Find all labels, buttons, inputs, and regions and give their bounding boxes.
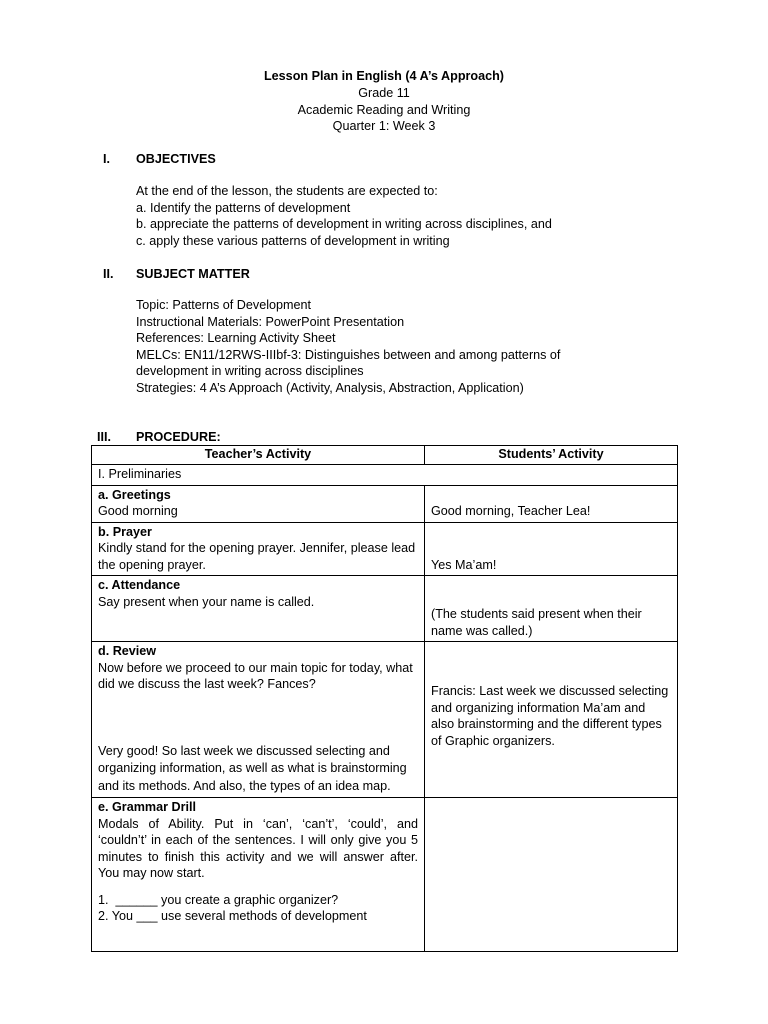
procedure-heading: PROCEDURE:: [136, 430, 221, 444]
review-spacer: [98, 693, 418, 743]
greetings-students-text: Good morning, Teacher Lea!: [431, 504, 591, 518]
prayer-teacher-text: Kindly stand for the opening prayer. Jennifer, please lead the opening prayer.: [98, 541, 416, 572]
prayer-teacher-cell: [92, 522, 425, 576]
topic-line: Topic: Patterns of Development: [136, 298, 312, 312]
grade-level: Grade 11: [358, 86, 410, 100]
greetings-label: a. Greetings: [98, 487, 171, 502]
grammar-drill-students-cell: [425, 798, 678, 952]
subject-matter-number: II.: [103, 267, 114, 281]
objectives-body: [136, 183, 616, 249]
objectives-number: I.: [103, 152, 110, 166]
grammar-drill-instructions: Modals of Ability. Put in ‘can’, ‘can’t’, ‘could’, and ‘couldn’t’ in each of the sentences. I will only give you 5 minutes to finish this activity and we will answer after. You may now start.: [98, 816, 418, 880]
quarter-week: Quarter 1: Week 3: [332, 119, 436, 133]
lesson-plan-title: Lesson Plan in English (4 A’s Approach): [263, 69, 505, 83]
review-teacher-cell: [92, 642, 425, 798]
review-teacher-followup: Very good! So last week we discussed selecting and organizing information, as well as what is brainstorming and its methods. And also, the types of an idea map.: [98, 743, 407, 793]
objective-item: c. apply these various patterns of development in writing: [136, 233, 450, 248]
table-row: [92, 798, 678, 952]
subject-matter-heading: SUBJECT MATTER: [136, 267, 250, 281]
references-line: References: Learning Activity Sheet: [136, 331, 336, 345]
grammar-drill-spacer: [98, 882, 418, 892]
greetings-teacher-text: Good morning: [98, 504, 178, 518]
procedure-table: [91, 445, 678, 952]
subject-matter-body: [136, 297, 616, 396]
table-row: [92, 522, 678, 576]
prayer-students-text: Yes Ma’am!: [431, 557, 497, 572]
strategies-line: Strategies: 4 A’s Approach (Activity, Analysis, Abstraction, Application): [136, 380, 524, 395]
greetings-students-cell: [425, 485, 678, 522]
table-row: [92, 485, 678, 522]
attendance-teacher-cell: [92, 576, 425, 642]
attendance-teacher-text: Say present when your name is called.: [98, 594, 315, 609]
melcs-line: MELCs: EN11/12RWS-IIIbf-3: Distinguishes between and among patterns of: [136, 347, 561, 362]
table-row: [92, 465, 678, 486]
objective-item: a. Identify the patterns of development: [136, 200, 351, 215]
melcs-line-continued: development in writing across disciplines: [136, 364, 364, 378]
grammar-drill-label: e. Grammar Drill: [98, 800, 196, 814]
table-row: [92, 642, 678, 798]
table-header-row: [92, 446, 678, 465]
review-students-spacer: [431, 643, 671, 683]
review-students-cell: [425, 642, 678, 798]
greetings-teacher-cell: [92, 485, 425, 522]
attendance-students-text: (The students said present when their name was called.): [431, 607, 642, 638]
objective-item: b. appreciate the patterns of development in writing across disciplines, and: [136, 217, 552, 231]
teacher-activity-header: Teacher’s Activity: [92, 446, 425, 465]
prayer-students-cell: [425, 522, 678, 576]
students-activity-header: Students’ Activity: [425, 446, 678, 465]
attendance-students-cell: [425, 576, 678, 642]
attendance-label: c. Attendance: [98, 578, 181, 592]
review-label: d. Review: [98, 644, 157, 658]
review-students-text: Francis: Last week we discussed selecting and organizing information Ma’am and also brainstorming and the different types of Graphic organizers.: [431, 684, 669, 748]
table-row: [92, 576, 678, 642]
objectives-intro: At the end of the lesson, the students are expected to:: [136, 184, 438, 198]
grammar-drill-item: 1. ______ you create a graphic organizer?: [98, 892, 339, 907]
procedure-number: III.: [97, 430, 111, 444]
objectives-heading: OBJECTIVES: [136, 152, 216, 166]
grammar-drill-teacher-cell: [92, 798, 425, 952]
preliminaries-heading: I. Preliminaries: [92, 465, 678, 486]
review-teacher-question: Now before we proceed to our main topic for today, what did we discuss the last week? Fances?: [98, 660, 413, 691]
prayer-label: b. Prayer: [98, 524, 152, 539]
grammar-drill-item: 2. You ___ use several methods of development: [98, 909, 367, 923]
subject-name: Academic Reading and Writing: [297, 103, 471, 117]
materials-line: Instructional Materials: PowerPoint Presentation: [136, 314, 405, 329]
